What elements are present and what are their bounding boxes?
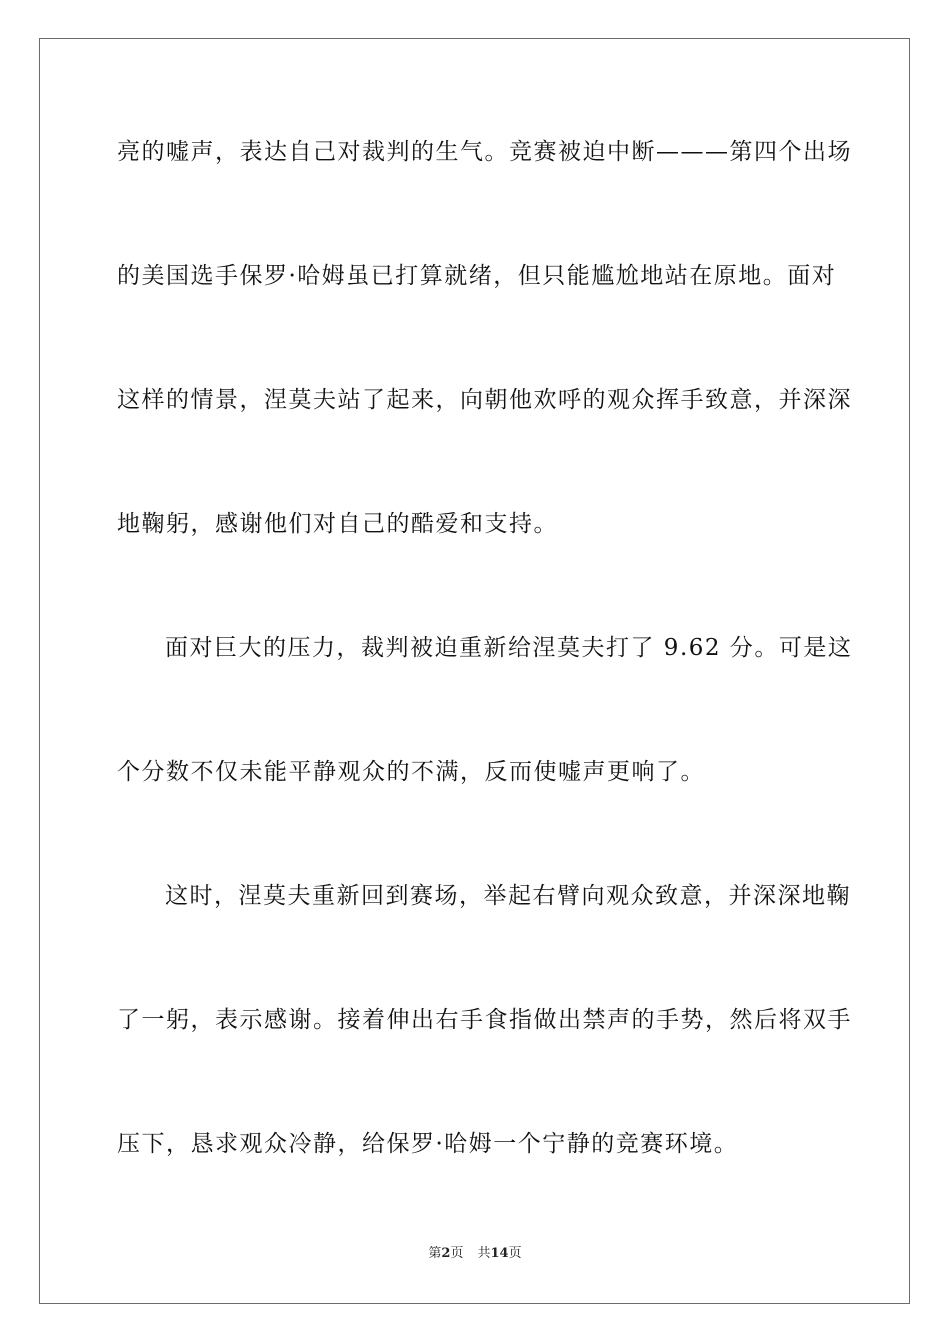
text-line: 了一躬，表示感谢。接着伸出右手食指做出禁声的手势，然后将双手 bbox=[117, 1007, 852, 1033]
page-suffix: 页 bbox=[450, 1246, 464, 1261]
page-prefix: 第 bbox=[428, 1246, 442, 1261]
total-prefix: 共 bbox=[477, 1246, 491, 1261]
total-suffix: 页 bbox=[508, 1246, 522, 1261]
document-body bbox=[117, 126, 853, 1242]
text-line: 的美国选手保罗·哈姆虽已打算就绪，但只能尴尬地站在原地。面对 bbox=[117, 263, 837, 289]
total-pages: 14 bbox=[490, 1246, 509, 1261]
paragraph-start-line: 这时，涅莫夫重新回到赛场，举起右臂向观众致意，并深深地鞠 bbox=[165, 883, 851, 909]
text-line: 地鞠躬，感谢他们对自己的酷爱和支持。 bbox=[117, 511, 558, 537]
text-line: 亮的嘘声，表达自己对裁判的生气。竞赛被迫中断———第四个出场 bbox=[117, 139, 852, 165]
text-line: 压下，恳求观众冷静，给保罗·哈姆一个宁静的竞赛环境。 bbox=[117, 1131, 739, 1157]
paragraph-start-line: 面对巨大的压力，裁判被迫重新给涅莫夫打了 9.62 分。可是这 bbox=[165, 635, 853, 661]
page-footer bbox=[0, 1246, 950, 1262]
text-line: 这样的情景，涅莫夫站了起来，向朝他欢呼的观众挥手致意，并深深 bbox=[117, 387, 852, 413]
page-number: 2 bbox=[441, 1246, 451, 1261]
text-line: 个分数不仅未能平静观众的不满，反而使嘘声更响了。 bbox=[117, 759, 705, 785]
